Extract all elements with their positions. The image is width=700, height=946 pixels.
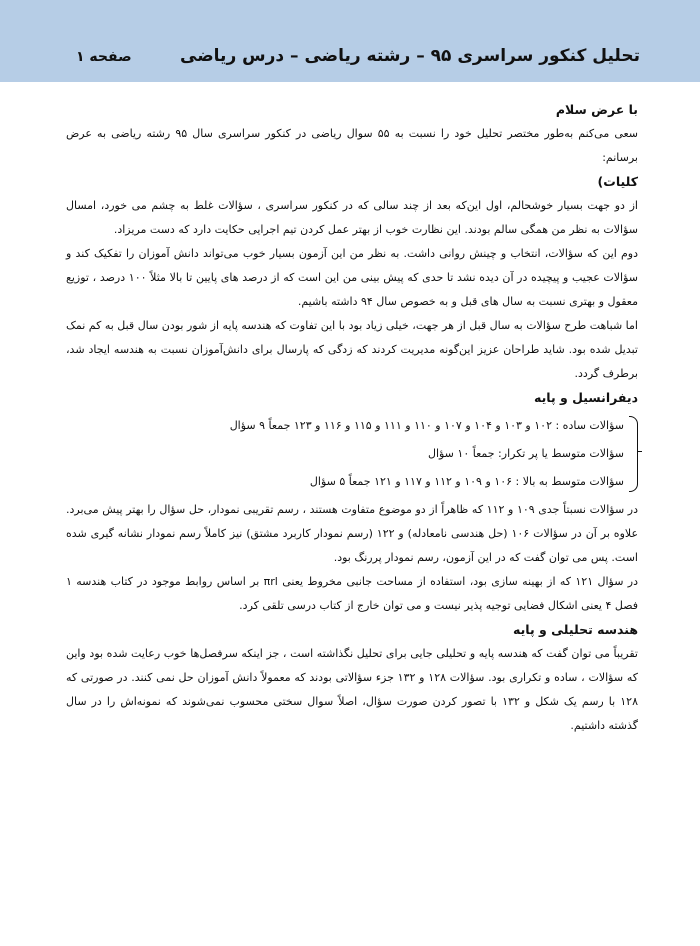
section-heading-greeting: با عرض سلام [555, 102, 638, 117]
list-item: سؤالات متوسط به بالا : ۱۰۶ و ۱۰۹ و ۱۱۲ و ۱۱۷ و ۱۲۱ جمعاً ۵ سؤال [309, 475, 624, 488]
paragraph: در سؤالات نسبتاً جدی ۱۰۹ و ۱۱۲ که ظاهراً از دو موضوع متفاوت هستند ، رسم تقریبی نمودار، حل سؤال را بهتر پیش می‌برد. علاوه بر آن در سؤالات ۱۰۶ (حل هندسی نامعادله) و ۱۲۲ (رسم نمودار کاربرد مشتق) نیز کاملاً رسم نمودار نشانه گیری شده است. پس می توان گفت که در این آزمون، رسم نمودار پررنگ بود. [66, 503, 639, 564]
page-number: صفحه ۱ [76, 49, 132, 65]
list-item: سؤالات متوسط یا پر تکرار: جمعاً ۱۰ سؤال [427, 447, 624, 460]
document-title: تحلیل کنکور سراسری ۹۵ – رشته ریاضی – درس ریاضی [180, 46, 640, 66]
page-header [0, 0, 700, 82]
paragraph: از دو جهت بسیار خوشحالم، اول این‌که بعد از چند سالی که در کنکور سراسری ، سؤالات غلط به چشم می خورد، امسال سؤالات به نظر من همگی سالم بودند. این نظارت خوب از بهتر عمل کردن تیم اجرایی حکایت دارد که دست مریزاد. [66, 199, 638, 236]
document-body [66, 98, 638, 738]
section-heading-differential: دیفرانسیل و پایه [534, 390, 638, 405]
section-heading-analytic-geometry: هندسه تحلیلی و پایه [512, 622, 638, 637]
paragraph: اما شباهت طرح سؤالات به سال قبل از هر جهت، خیلی زیاد بود با این تفاوت که هندسه پایه از شور بودن سال قبل به کم نمک تبدیل شده بود. شاید طراحان عزیز این‌گونه مدیریت کردند که زدگی که پارسال برای دانش‌آموزان نسبت به هندسه ایجاد شد، برطرف گردد. [66, 319, 638, 380]
paragraph: در سؤال ۱۲۱ که از بهینه سازی بود، استفاده از مساحت جانبی مخروط یعنی πrl بر اساس روابط موجود در کتاب هندسه ۱ فصل ۴ یعنی اشکال فضایی توجیه پذیر نیست و می توان خارج از کتاب درسی تلقی کرد. [66, 575, 638, 612]
section-heading-general: کلیات) [597, 174, 638, 189]
paragraph: سعی می‌کنم به‌طور مختصر تحلیل خود را نسبت به ۵۵ سوال ریاضی در کنکور سراسری سال ۹۵ رشته ریاضی به عرض برسانم: [66, 127, 639, 164]
paragraph: دوم این که سؤالات، انتخاب و چینش روانی داشت. به نظر من این آزمون بسیار خوب می‌تواند دانش آموزان را تفکیک کند و سؤالات عجیب و پیچیده در آن دیده نشد تا حدی که پیش بینی من این است که از درصد های پایین تا بالا مثلاً ۱۰۰ درصد ، توزیع معقول و بهتری نسبت به سال های قبل و به خصوص سال ۹۴ داشته باشیم. [66, 247, 638, 308]
paragraph: تقریباً می توان گفت که هندسه پایه و تحلیلی جایی برای تحلیل نگذاشته است ، جز اینکه سرفصل‌ها خوب رعایت شده بود واین که سؤالات ، ساده و تکراری بود. سؤالات ۱۲۸ و ۱۳۲ جزء سؤالاتی بودند که معمولاً دانش آموزان حل نمی کنند. در صورتی که ۱۲۸ با رسم یک شکل و ۱۳۲ با تصور کردن صورت سؤال، اصلاً سوال سختی محسوب نمی‌شوند که نمونه‌اش را در سال گذشته داشتیم. [66, 647, 638, 732]
list-item: سؤالات ساده : ۱۰۲ و ۱۰۳ و ۱۰۴ و ۱۰۷ و ۱۱۰ و ۱۱۱ و ۱۱۵ و ۱۱۶ و ۱۲۳ جمعاً ۹ سؤال [229, 419, 624, 432]
brace-icon [629, 416, 638, 492]
question-categories-list [66, 412, 638, 496]
